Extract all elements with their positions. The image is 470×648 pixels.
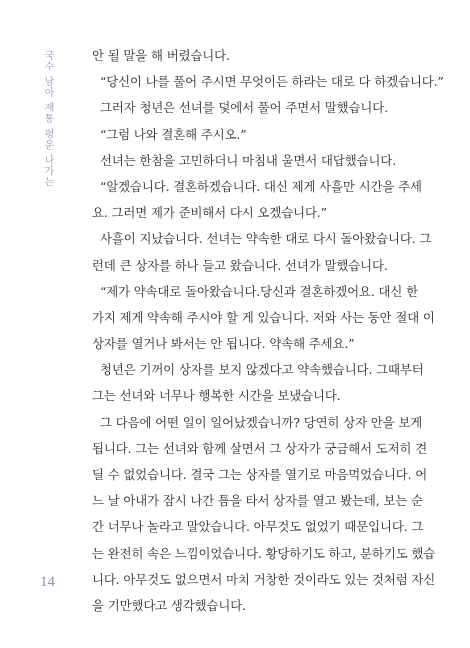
running-header-title: 국수 남아 재통 평운 나가는 <box>42 50 53 188</box>
text-line: “그럼 나와 결혼해 주시오.” <box>100 126 247 142</box>
text-line: 가지 제게 약속해 주시야 할 게 있습니다. 저와 사는 동안 절대 이 <box>92 309 435 325</box>
text-line: 간 너무나 놀라고 말았습니다. 아무것도 없었기 때문입니다. 그 <box>92 519 424 535</box>
text-line: 청년은 기꺼이 상자를 보지 않겠다고 약속했습니다. 그때부터 <box>100 362 424 378</box>
text-line: “제가 약속대로 돌아왔습니다.당신과 결혼하겠어요. 대신 한 <box>100 283 418 299</box>
text-line: 는 완전히 속은 느낌이었습니다. 황당하기도 하고, 분하기도 했습 <box>92 545 436 561</box>
text-line: 그러자 청년은 선녀를 덫에서 풀어 주면서 말했습니다. <box>100 100 388 116</box>
text-line: “알겠습니다. 결혼하겠습니다. 대신 제게 사흘만 시간을 주세 <box>100 178 422 194</box>
body-text <box>92 43 444 619</box>
text-line: 안 될 말을 해 버렸습니다. <box>92 48 230 63</box>
text-line: 딜 수 없었습니다. 결국 그는 상자를 열기로 마음먹었습니다. 어 <box>92 467 428 482</box>
text-line: 을 기만했다고 생각했습니다. <box>92 597 246 613</box>
text-line: 그 다음에 어떤 일이 일어났겠습니까? 당연히 상자 안을 보게 <box>100 414 423 430</box>
text-line: 됩니다. 그는 선녀와 함께 살면서 그 상자가 궁금해서 도저히 견 <box>92 440 428 456</box>
text-line: 느 날 아내가 잠시 나간 틈을 타서 상자를 열고 봤는데, 보는 순 <box>92 493 423 509</box>
text-line: “당신이 나를 풀어 주시면 무엇이든 하라는 대로 다 하겠습니다.” <box>100 74 444 90</box>
text-line: 상자를 열거나 봐서는 안 됩니다. 약속해 주세요.” <box>92 336 355 352</box>
text-line: 요. 그러면 제가 준비해서 다시 오겠습니다.” <box>92 205 327 221</box>
page-number: 14 <box>40 574 55 590</box>
text-line: 그는 선녀와 너무나 행복한 시간을 보냈습니다. <box>92 388 341 404</box>
text-line: 런데 큰 상자를 하나 들고 왔습니다. 선녀가 말했습니다. <box>92 257 388 273</box>
text-line: 니다. 아무것도 없으면서 마치 거창한 것이라도 있는 것처럼 자신 <box>92 571 436 587</box>
text-line: 사흘이 지났습니다. 선녀는 약속한 대로 다시 돌아왔습니다. 그 <box>100 231 432 247</box>
text-line: 선녀는 한참을 고민하더니 마침내 울면서 대답했습니다. <box>100 152 397 168</box>
